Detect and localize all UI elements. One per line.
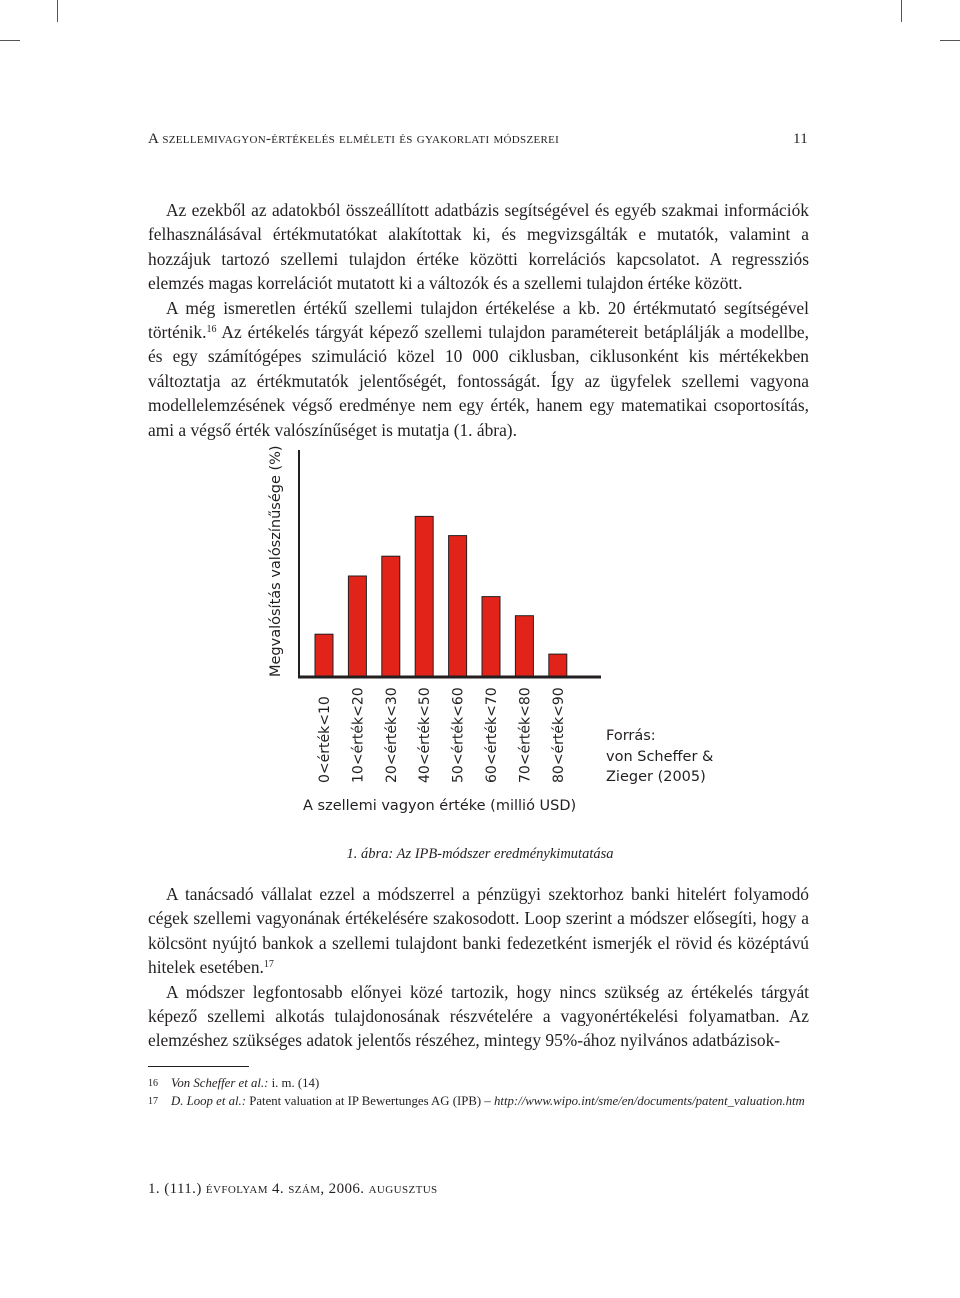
source-label: Forrás:: [606, 728, 656, 744]
tick-labels-group: [317, 687, 567, 783]
bar-6: [515, 616, 533, 676]
bar-5: [482, 597, 500, 676]
running-head: [148, 131, 808, 148]
x-axis-label: A szellemi vagyon értéke (millió USD): [303, 798, 577, 814]
bars-group: [315, 516, 567, 676]
footnote-text: i. m. (14): [268, 1076, 320, 1090]
paragraph1-sentence3: Az értékelés tárgyát képező szellemi tulajdon paramétereit betáplálják a modellbe, és egy számítógépes szimuláció közel 10 000 ciklusban, ciklusonként kis mértékekben változtatja az értékmutatók jelentőségét, fontosságát. Így az ügyfelek szellemi vagyona modellelemzésének végső eredménye nem egy érték, hanem egy matematikai csoportosítás, ami a végső érték valószínűséget is mutatja (1. ábra).: [148, 322, 809, 440]
bar-2: [382, 556, 400, 676]
body-paragraph-1: [148, 198, 809, 442]
footnote-ref-16[interactable]: 16: [206, 324, 217, 336]
footnote-17: [148, 1093, 809, 1110]
x-tick-label-4: 50<érték<60: [450, 687, 467, 783]
crop-mark-top-left-v: [57, 0, 58, 22]
footnote-16: [148, 1075, 809, 1092]
footnote-author: D. Loop et al.:: [171, 1094, 247, 1108]
y-axis-label: Megvalósítás valószínűsége (%): [268, 445, 284, 677]
bar-4: [449, 536, 467, 676]
x-tick-label-7: 80<érték<90: [550, 687, 567, 783]
paragraph1-sentence2: A még ismeretlen értékű szellemi tulajdon értékelése a kb. 20 értékmutató segítségével történik.: [148, 297, 809, 343]
running-head-title: A szellemivagyon-értékelés elméleti és gyakorlati módszerei: [148, 131, 560, 147]
bar-3: [415, 516, 433, 676]
crop-mark-top-right-v: [901, 0, 902, 22]
x-tick-label-1: 10<érték<20: [350, 687, 367, 783]
figure-source: [606, 726, 713, 788]
footnote-author: Von Scheffer et al.:: [171, 1076, 269, 1090]
x-tick-label-2: 20<érték<30: [383, 687, 400, 783]
source-line-2: Zieger (2005): [606, 769, 706, 785]
paragraph1-sentence1: Az ezekből az adatokból összeállított adatbázis segítségével és egyéb szakmai információk felhasználásával értékmutatókat alakítottak ki, és megvizsgálták e mutatók, valamint a hozzájuk tartozó szellemi tulajdon értéke közötti korrelációs kapcsolatot. A regressziós elemzés magas korrelációt mutatott ki a változók és a szellemi tulajdon értéke között.: [148, 200, 809, 294]
figure-caption: 1. ábra: Az IPB-módszer eredménykimutatása: [346, 846, 614, 862]
footnote-text: Patent valuation at IP Bewertunges AG (IPB) –: [246, 1094, 494, 1108]
footnote-link[interactable]: http://www.wipo.int/sme/en/documents/patent_valuation.htm: [493, 1094, 805, 1108]
footnote-number: 17: [148, 1096, 158, 1107]
paragraph2-sentence1: A tanácsadó vállalat ezzel a módszerrel a pénzügyi szektorhoz banki hitelért folyamodó cégek szellemi vagyonának értékelésére szakosodott. Loop szerint a módszer elősegíti, hogy a kölcsönt nyújtó bankok a szellemi tulajdont banki fedezetként ismerjék el rövid és középtávú hitelek esetében.: [148, 884, 809, 978]
bar-7: [549, 654, 567, 676]
crop-mark-top-right-h: [940, 40, 960, 41]
bar-1: [348, 576, 366, 676]
paragraph2-sentence2: A módszer legfontosabb előnyei közé tartozik, hogy nincs szükség az értékelés tárgyát képező szellemi alkotás tulajdonosának részvételére a vagyonértékelési folyamatban. Az elemzéshez szükséges adatok jelentős részéhez, mintegy 95%-ához nyilvános adatbázisok-: [148, 981, 809, 1051]
x-tick-label-3: 40<érték<50: [417, 687, 434, 783]
x-tick-label-0: 0<érték<10: [317, 696, 333, 783]
page-footer: 1. (111.) évfolyam 4. szám, 2006. augusztus: [148, 1181, 438, 1197]
footnote-separator: [148, 1066, 249, 1067]
bar-0: [315, 634, 333, 676]
page-number: 11: [792, 131, 808, 147]
source-line-1: von Scheffer &: [606, 748, 714, 765]
footnote-ref-17[interactable]: 17: [263, 959, 274, 971]
body-paragraph-2: [148, 882, 809, 1053]
crop-mark-top-left-h: [0, 40, 20, 41]
footnote-number: 16: [148, 1078, 158, 1089]
x-tick-label-5: 60<érték<70: [484, 687, 500, 783]
x-tick-label-6: 70<érték<80: [517, 687, 534, 783]
